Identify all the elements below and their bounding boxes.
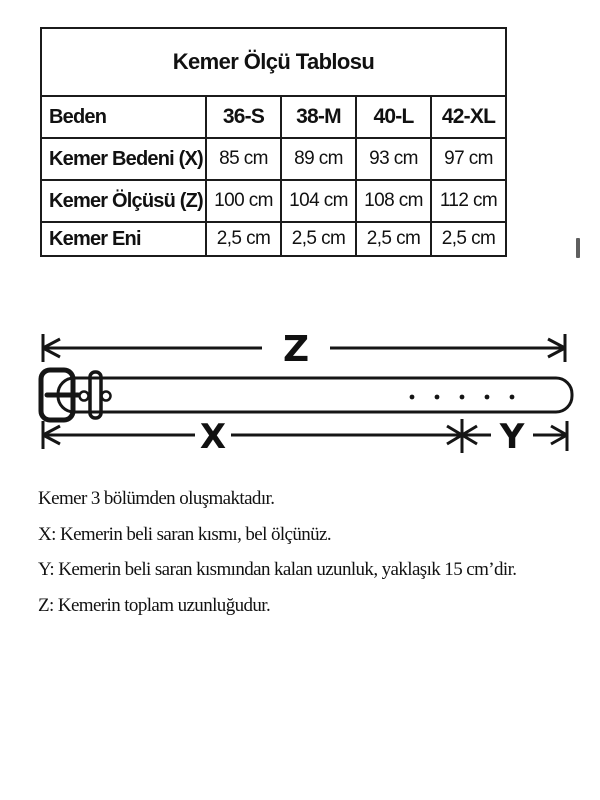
column-header-40l: 40-L — [356, 96, 431, 138]
description-line-intro: Kemer 3 bölümden oluşmaktadır. — [38, 488, 275, 509]
table-cell: 93 cm — [356, 138, 431, 180]
table-cell: 97 cm — [431, 138, 506, 180]
dimension-x-arrow — [43, 417, 460, 457]
y-dimension-label: Y — [499, 417, 525, 457]
scrollbar-thumb[interactable] — [576, 238, 580, 258]
table-row — [41, 222, 506, 256]
column-header-38m: 38-M — [281, 96, 356, 138]
table-cell: 85 cm — [206, 138, 281, 180]
belt-strap — [58, 378, 572, 412]
table-cell: 2,5 cm — [431, 222, 506, 256]
table-cell: 108 cm — [356, 180, 431, 222]
table-cell: 104 cm — [281, 180, 356, 222]
belt-tail-holes — [410, 395, 515, 400]
size-table — [40, 27, 507, 257]
row-label-kemer-olcusu: Kemer Ölçüsü (Z) — [41, 180, 206, 222]
belt-illustration — [41, 370, 572, 420]
table-cell: 2,5 cm — [206, 222, 281, 256]
table-cell: 100 cm — [206, 180, 281, 222]
description-line-z: Z: Kemerin toplam uzunluğudur. — [38, 594, 271, 616]
belt-hole — [80, 392, 89, 401]
column-header-36s: 36-S — [206, 96, 281, 138]
table-cell: 2,5 cm — [281, 222, 356, 256]
table-title: Kemer Ölçü Tablosu — [41, 28, 506, 96]
belt-measurement-diagram — [0, 320, 600, 470]
row-label-kemer-bedeni: Kemer Bedeni (X) — [41, 138, 206, 180]
table-cell: 89 cm — [281, 138, 356, 180]
table-row — [41, 138, 506, 180]
column-header-beden: Beden — [41, 96, 206, 138]
dimension-z-arrow — [43, 329, 565, 370]
z-dimension-label: Z — [282, 329, 310, 370]
table-cell: 112 cm — [431, 180, 506, 222]
description-line-x: X: Kemerin beli saran kısmı, bel ölçünüz. — [38, 523, 332, 545]
table-cell: 2,5 cm — [356, 222, 431, 256]
column-header-42xl: 42-XL — [431, 96, 506, 138]
x-dimension-label: X — [199, 417, 227, 457]
dimension-y-arrow — [462, 417, 567, 457]
belt-hole — [102, 392, 111, 401]
description-block — [38, 481, 588, 623]
table-row — [41, 180, 506, 222]
description-line-y: Y: Kemerin beli saran kısmından kalan uzunluk, yaklaşık 15 cm’dir. — [38, 559, 517, 580]
row-label-kemer-eni: Kemer Eni — [41, 222, 206, 256]
